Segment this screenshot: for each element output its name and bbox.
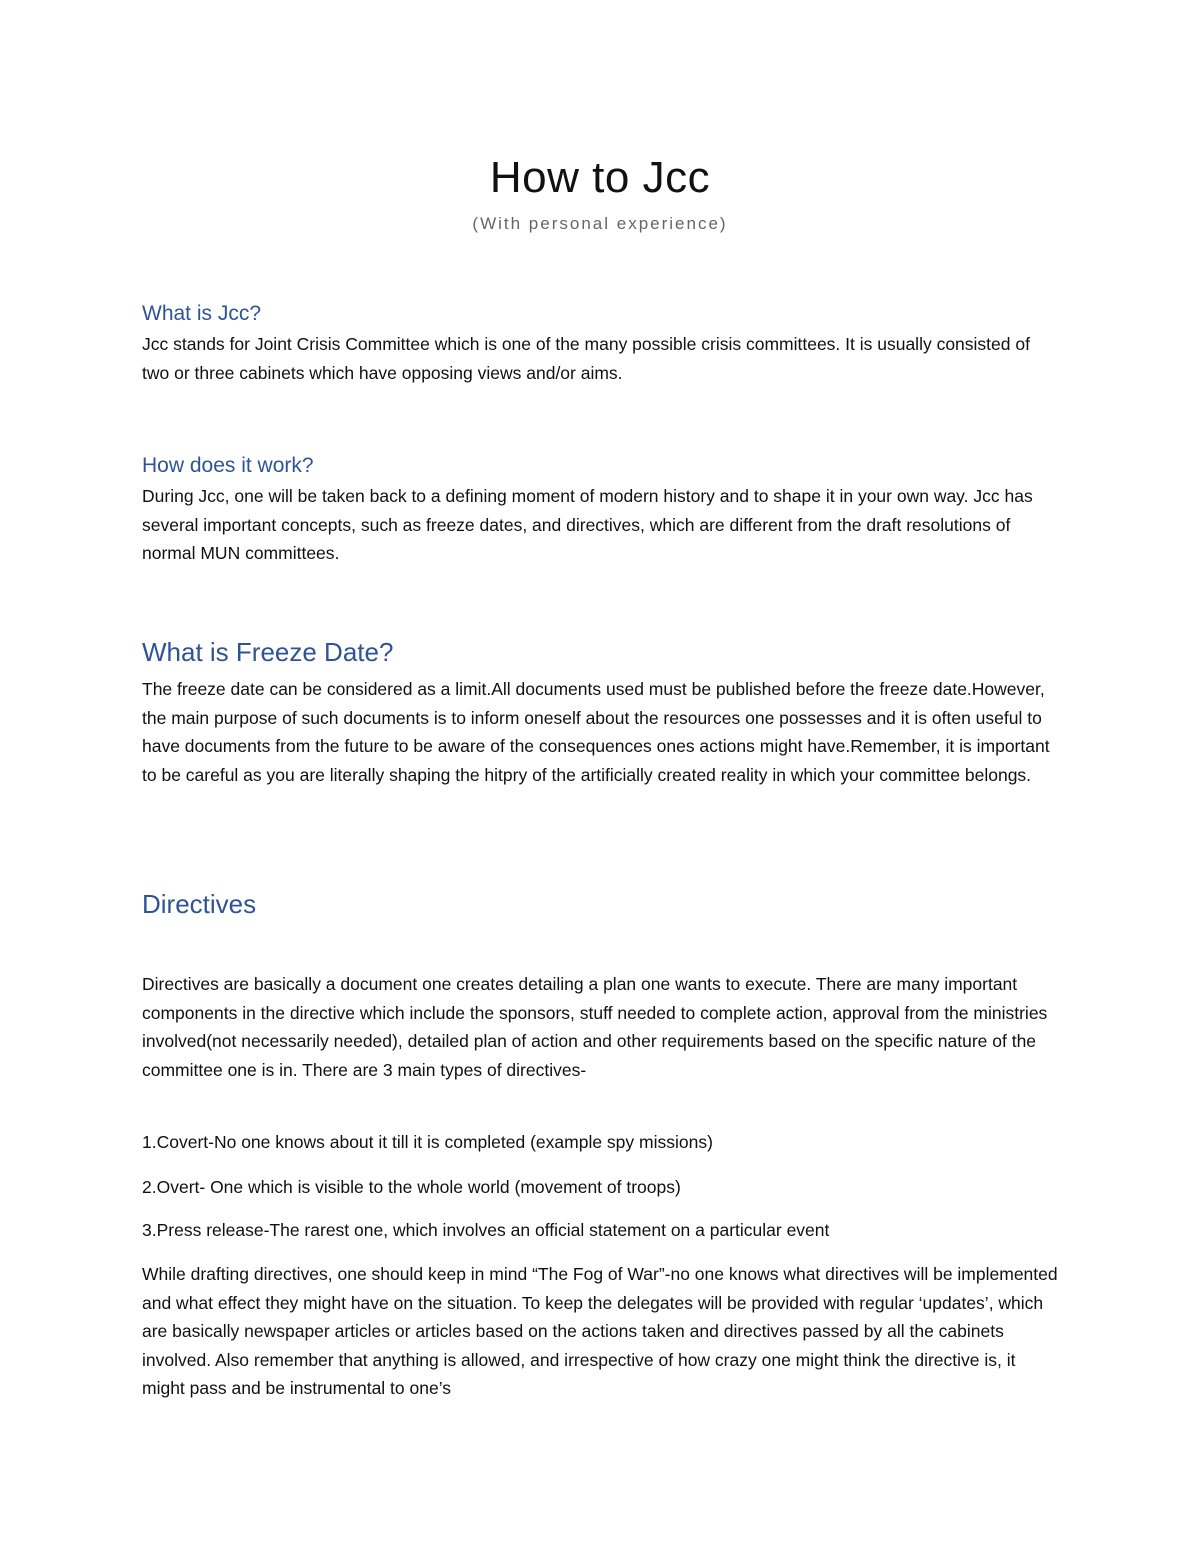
paragraph-what-is-jcc: Jcc stands for Joint Crisis Committee which is one of the many possible crisis committees. It is usually consisted of two or three cabinets which have opposing views and/or aims. <box>142 334 1030 383</box>
paragraph-directives-intro: Directives are basically a document one creates detailing a plan one wants to execute. There are many important components in the directive which include the sponsors, stuff needed to complete action, approval from the ministries involved(not necessarily needed), detailed plan of action and other requirements based on the specific nature of the committee one is in. There are 3 main types of directives- <box>142 974 1048 1080</box>
heading-directives: Directives <box>142 889 257 919</box>
document-subtitle: (With personal experience) <box>472 214 728 233</box>
paragraph-fog-of-war: While drafting directives, one should keep in mind “The Fog of War”-no one knows what directives will be implemented and what effect they might have on the situation. To keep the delegates will be provided with regular ‘updates’, which are basically newspaper articles or articles based on the actions taken and directives passed by all the cabinets involved. Also remember that anything is allowed, and irrespective of how crazy one might think the directive is, it might pass and be instrumental to one’s <box>142 1264 1058 1398</box>
list-item-press-release: 3.Press release-The rarest one, which involves an official statement on a particular event <box>142 1220 830 1240</box>
paragraph-freeze-date: The freeze date can be considered as a limit.All documents used must be published before the freeze date.However, the main purpose of such documents is to inform oneself about the resources one possesses and it is often useful to have documents from the future to be aware of the consequences ones actions might have.Remember, it is important to be careful as you are literally shaping the hitpry of the artificially created reality in which your committee belongs. <box>142 679 1050 785</box>
list-item-covert: 1.Covert-No one knows about it till it is completed (example spy missions) <box>142 1132 713 1152</box>
heading-how-does-it-work: How does it work? <box>142 454 314 477</box>
document-title: How to Jcc <box>489 153 711 202</box>
paragraph-how-does-it-work: During Jcc, one will be taken back to a defining moment of modern history and to shape it in your own way. Jcc has several important concepts, such as freeze dates, and directives, which are different from the draft resolutions of normal MUN committees. <box>142 486 1033 563</box>
heading-what-is-jcc: What is Jcc? <box>142 302 262 325</box>
list-item-overt: 2.Overt- One which is visible to the whole world (movement of troops) <box>142 1177 681 1197</box>
heading-freeze-date: What is Freeze Date? <box>142 637 394 667</box>
